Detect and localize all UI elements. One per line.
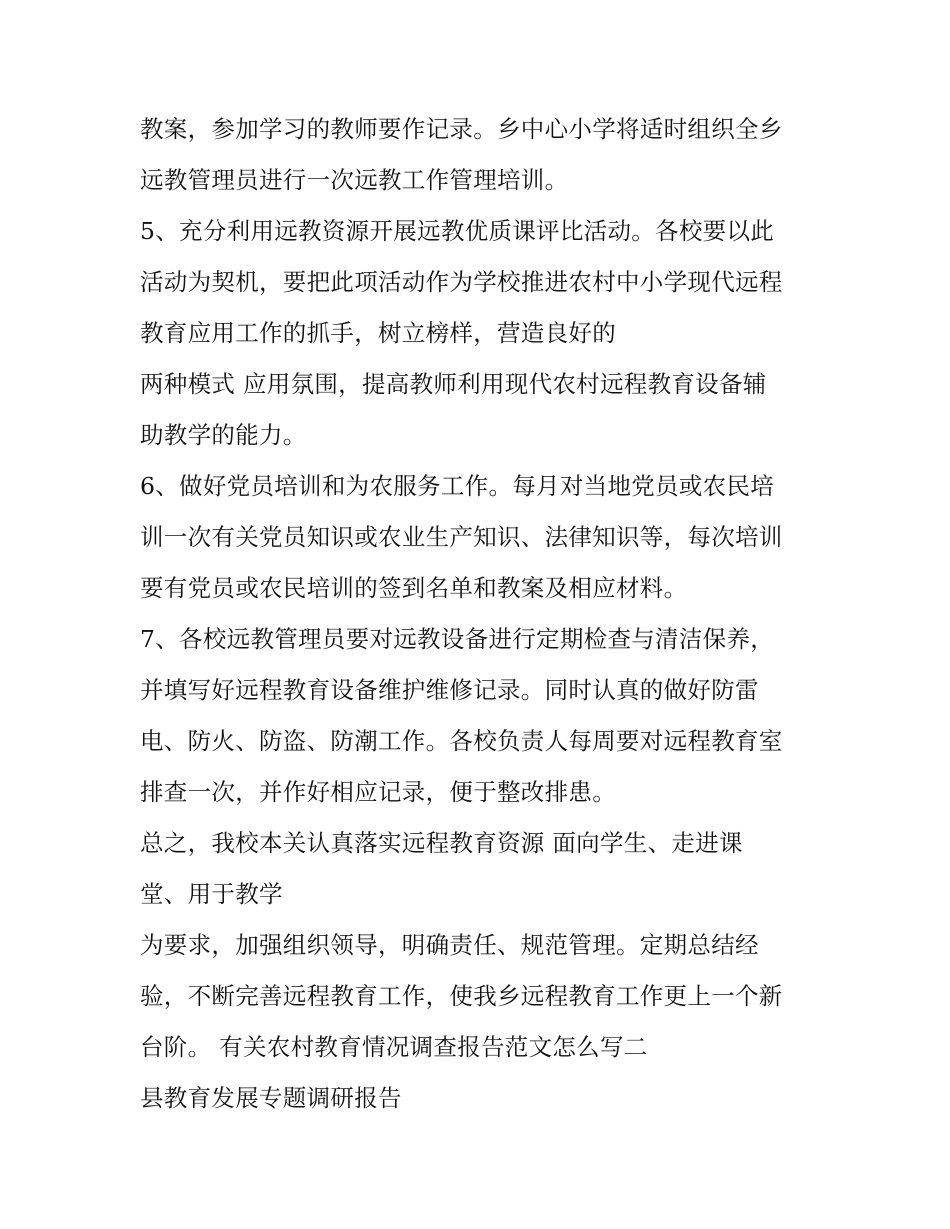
- text-line: 电、防火、防盗、防潮工作。各校负责人每周要对远程教育室: [140, 727, 783, 755]
- text-line: 堂、用于教学: [140, 880, 283, 908]
- text-line: 并填写好远程教育设备维护维修记录。同时认真的做好防雷: [140, 676, 759, 704]
- text-line: 为要求，加强组织领导，明确责任、规范管理。定期总结经: [140, 931, 759, 959]
- text-line: 两种模式 应用氛围，提高教师利用现代农村远程教育设备辅: [140, 370, 767, 398]
- text-line: 县教育发展专题调研报告: [140, 1084, 402, 1112]
- text-line: 要有党员或农民培训的签到名单和教案及相应材料。: [140, 574, 688, 602]
- text-line: 远教管理员进行一次远教工作管理培训。: [140, 166, 569, 194]
- text-line: 活动为契机，要把此项活动作为学校推进农村中小学现代远程: [140, 268, 783, 296]
- text-line: 总之，我校本关认真落实远程教育资源 面向学生、走进课: [140, 829, 743, 857]
- text-line: 验，不断完善远程教育工作，使我乡远程教育工作更上一个新: [140, 982, 783, 1010]
- text-line: 6、做好党员培训和为农服务工作。每月对当地党员或农民培: [140, 472, 775, 500]
- text-line: 7、各校远教管理员要对远教设备进行定期检查与清洁保养，: [140, 625, 775, 653]
- text-line: 台阶。 有关农村教育情况调查报告范文怎么写二: [140, 1033, 648, 1061]
- text-line: 训一次有关党员知识或农业生产知识、法律知识等，每次培训: [140, 523, 783, 551]
- text-line: 排查一次，并作好相应记录，便于整改排患。: [140, 778, 616, 806]
- text-line: 5、充分利用远教资源开展远教优质课评比活动。各校要以此: [140, 217, 775, 245]
- text-line: 教育应用工作的抓手，树立榜样，营造良好的: [140, 319, 616, 347]
- text-line: 教案，参加学习的教师要作记录。乡中心小学将适时组织全乡: [140, 115, 783, 143]
- text-line: 助教学的能力。: [140, 421, 307, 449]
